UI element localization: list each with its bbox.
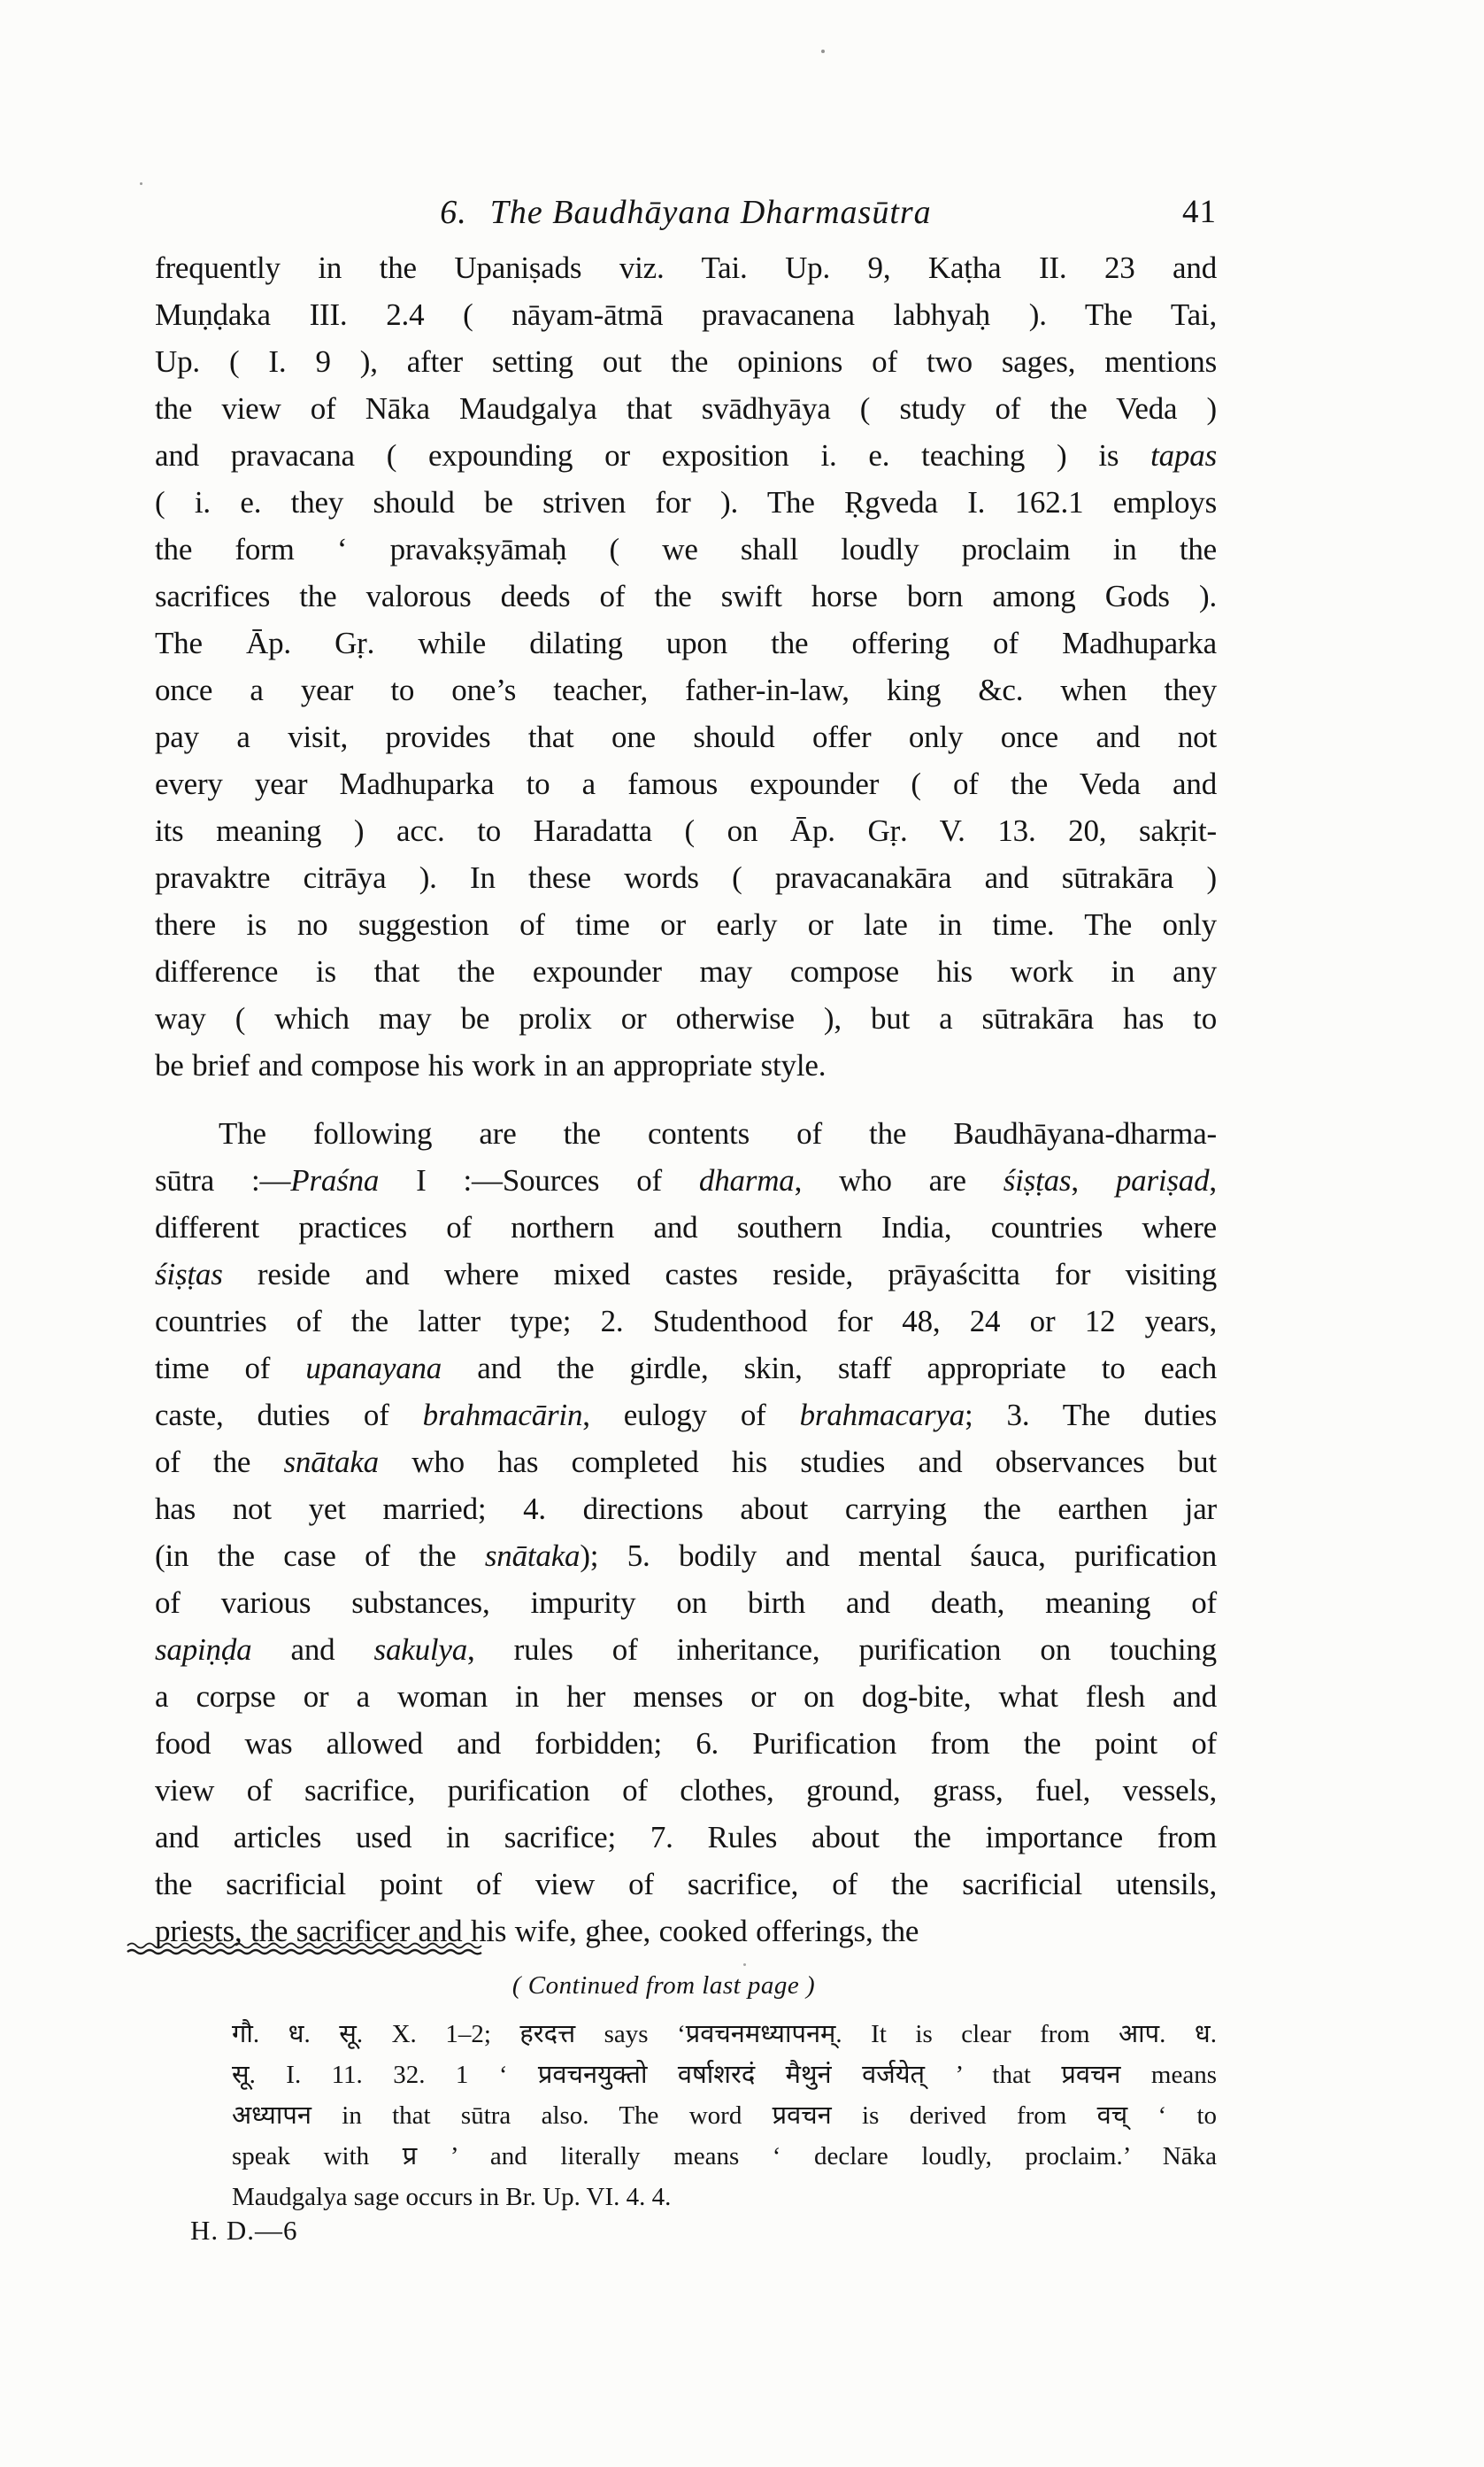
italic-term: tapas: [1150, 438, 1217, 473]
text-line: caste, duties of brahmacārin, eulogy of brahmacarya; 3. The duties: [155, 1398, 1217, 1432]
text-line: Muṇḍaka III. 2.4 ( nāyam-ātmā pravacanena labhyaḥ ). The Tai,: [155, 297, 1217, 332]
text-line: सू. I. 11. 32. 1 ‘ प्रवचनयुक्तो वर्षाशरदं मैथुनं वर्जयेत् ’ that प्रवचन means: [232, 2061, 1217, 2089]
text-line: a corpse or a woman in her menses or on dog-bite, what flesh and: [155, 1679, 1217, 1714]
text-line: countries of the latter type; 2. Studenthood for 48, 24 or 12 years,: [155, 1304, 1217, 1338]
text-line: गौ. ध. सू. X. 1–2; हरदत्त says ‘प्रवचनमध्यापनम्. It is clear from आप. ध.: [232, 2020, 1217, 2048]
page-number: 41: [1182, 194, 1217, 230]
text-line: sūtra :—Praśna I :—Sources of dharma, who are śiṣṭas, pariṣad,: [155, 1163, 1217, 1198]
italic-term: śiṣṭas: [155, 1257, 223, 1291]
text-line: has not yet married; 4. directions about carrying the earthen jar: [155, 1492, 1217, 1526]
paragraph: [155, 1110, 1217, 1954]
text-line: and articles used in sacrifice; 7. Rules about the importance from: [155, 1820, 1217, 1854]
text-line: the form ‘ pravakṣyāmaḥ ( we shall loudly proclaim in the: [155, 532, 1217, 567]
text-line: once a year to one’s teacher, father-in-law, king &c. when they: [155, 673, 1217, 707]
text-line: difference is that the expounder may compose his work in any: [155, 954, 1217, 989]
italic-term: sakulya: [373, 1632, 468, 1667]
italic-term: śiṣṭas: [1003, 1163, 1072, 1198]
italic-term: pariṣad: [1115, 1163, 1210, 1198]
scan-speck: [743, 1963, 746, 1966]
section-number: 6.: [440, 194, 467, 231]
running-header: [155, 192, 1217, 233]
italic-term: upanayana: [305, 1351, 442, 1385]
text-line: frequently in the Upaniṣads viz. Tai. Up. 9, Kaṭha II. 23 and: [155, 251, 1217, 285]
text-line: the view of Nāka Maudgalya that svādhyāya ( study of the Veda ): [155, 391, 1217, 426]
italic-term: sapiṇḍa: [155, 1632, 252, 1667]
text-line: every year Madhuparka to a famous expounder ( of the Veda and: [155, 767, 1217, 801]
scan-speck: [821, 50, 825, 53]
chapter-heading: [155, 192, 1217, 233]
volume-signature: H. D.—6: [190, 2215, 298, 2246]
text-line: अध्यापन in that sūtra also. The word प्रवचन is derived from वच् ‘ to: [232, 2101, 1217, 2130]
text-line: its meaning ) acc. to Haradatta ( on Āp. Gṛ. V. 13. 20, sakṛit-: [155, 813, 1217, 848]
text-line: The following are the contents of the Baudhāyana-dharma-: [219, 1116, 1217, 1151]
scan-speck: [140, 182, 142, 185]
body-text: [155, 244, 1217, 1954]
text-line: śiṣṭas reside and where mixed castes reside, prāyaścitta for visiting: [155, 1257, 1217, 1291]
italic-term: dharma: [698, 1163, 795, 1198]
text-line: Up. ( I. 9 ), after setting out the opinions of two sages, mentions: [155, 344, 1217, 379]
text-line: be brief and compose his work in an appropriate style.: [155, 1048, 827, 1083]
text-line: way ( which may be prolix or otherwise ), but a sūtrakāra has to: [155, 1001, 1217, 1036]
italic-term: brahmacārin: [422, 1398, 583, 1432]
paragraph: [155, 244, 1217, 1089]
text-line: different practices of northern and southern India, countries where: [155, 1210, 1217, 1245]
text-line: of the snātaka who has completed his studies and observances but: [155, 1445, 1217, 1479]
text-line: the sacrificial point of view of sacrifice, of the sacrificial utensils,: [155, 1867, 1217, 1901]
text-line: priests, the sacrificer and his wife, ghee, cooked offerings, the: [155, 1914, 919, 1948]
text-line: pay a visit, provides that one should offer only once and not: [155, 720, 1217, 754]
italic-term: Praśna: [290, 1163, 380, 1198]
text-line: Maudgalya sage occurs in Br. Up. VI. 4. 4.: [232, 2183, 672, 2211]
wavy-separator-rule: [127, 1941, 482, 1957]
text-line: The Āp. Gṛ. while dilating upon the offering of Madhuparka: [155, 626, 1217, 660]
text-line: view of sacrifice, purification of clothes, ground, grass, fuel, vessels,: [155, 1773, 1217, 1808]
text-line: time of upanayana and the girdle, skin, staff appropriate to each: [155, 1351, 1217, 1385]
chapter-title: The Baudhāyana Dharmasūtra: [489, 194, 932, 231]
text-line: speak with प्र ’ and literally means ‘ declare loudly, proclaim.’ Nāka: [232, 2142, 1217, 2170]
footnote: [232, 2014, 1217, 2217]
text-line: and pravacana ( expounding or exposition i. e. teaching ) is tapas: [155, 438, 1217, 473]
text-line: food was allowed and forbidden; 6. Purification from the point of: [155, 1726, 1217, 1761]
text-line: ( i. e. they should be striven for ). The Ṛgveda I. 162.1 employs: [155, 485, 1217, 520]
text-line: (in the case of the snātaka); 5. bodily and mental śauca, purification: [155, 1538, 1217, 1573]
text-line: pravaktre citrāya ). In these words ( pravacanakāra and sūtrakāra ): [155, 860, 1217, 895]
italic-term: snātaka: [484, 1538, 581, 1573]
text-line: sapiṇḍa and sakulya, rules of inheritance, purification on touching: [155, 1632, 1217, 1667]
text-line: of various substances, impurity on birth and death, meaning of: [155, 1585, 1217, 1620]
continued-from-last-page-note: ( Continued from last page ): [511, 1971, 816, 2000]
italic-term: snātaka: [283, 1445, 379, 1479]
text-line: there is no suggestion of time or early or late in time. The only: [155, 907, 1217, 942]
italic-term: brahmacarya: [799, 1398, 965, 1432]
text-line: sacrifices the valorous deeds of the swift horse born among Gods ).: [155, 579, 1217, 613]
